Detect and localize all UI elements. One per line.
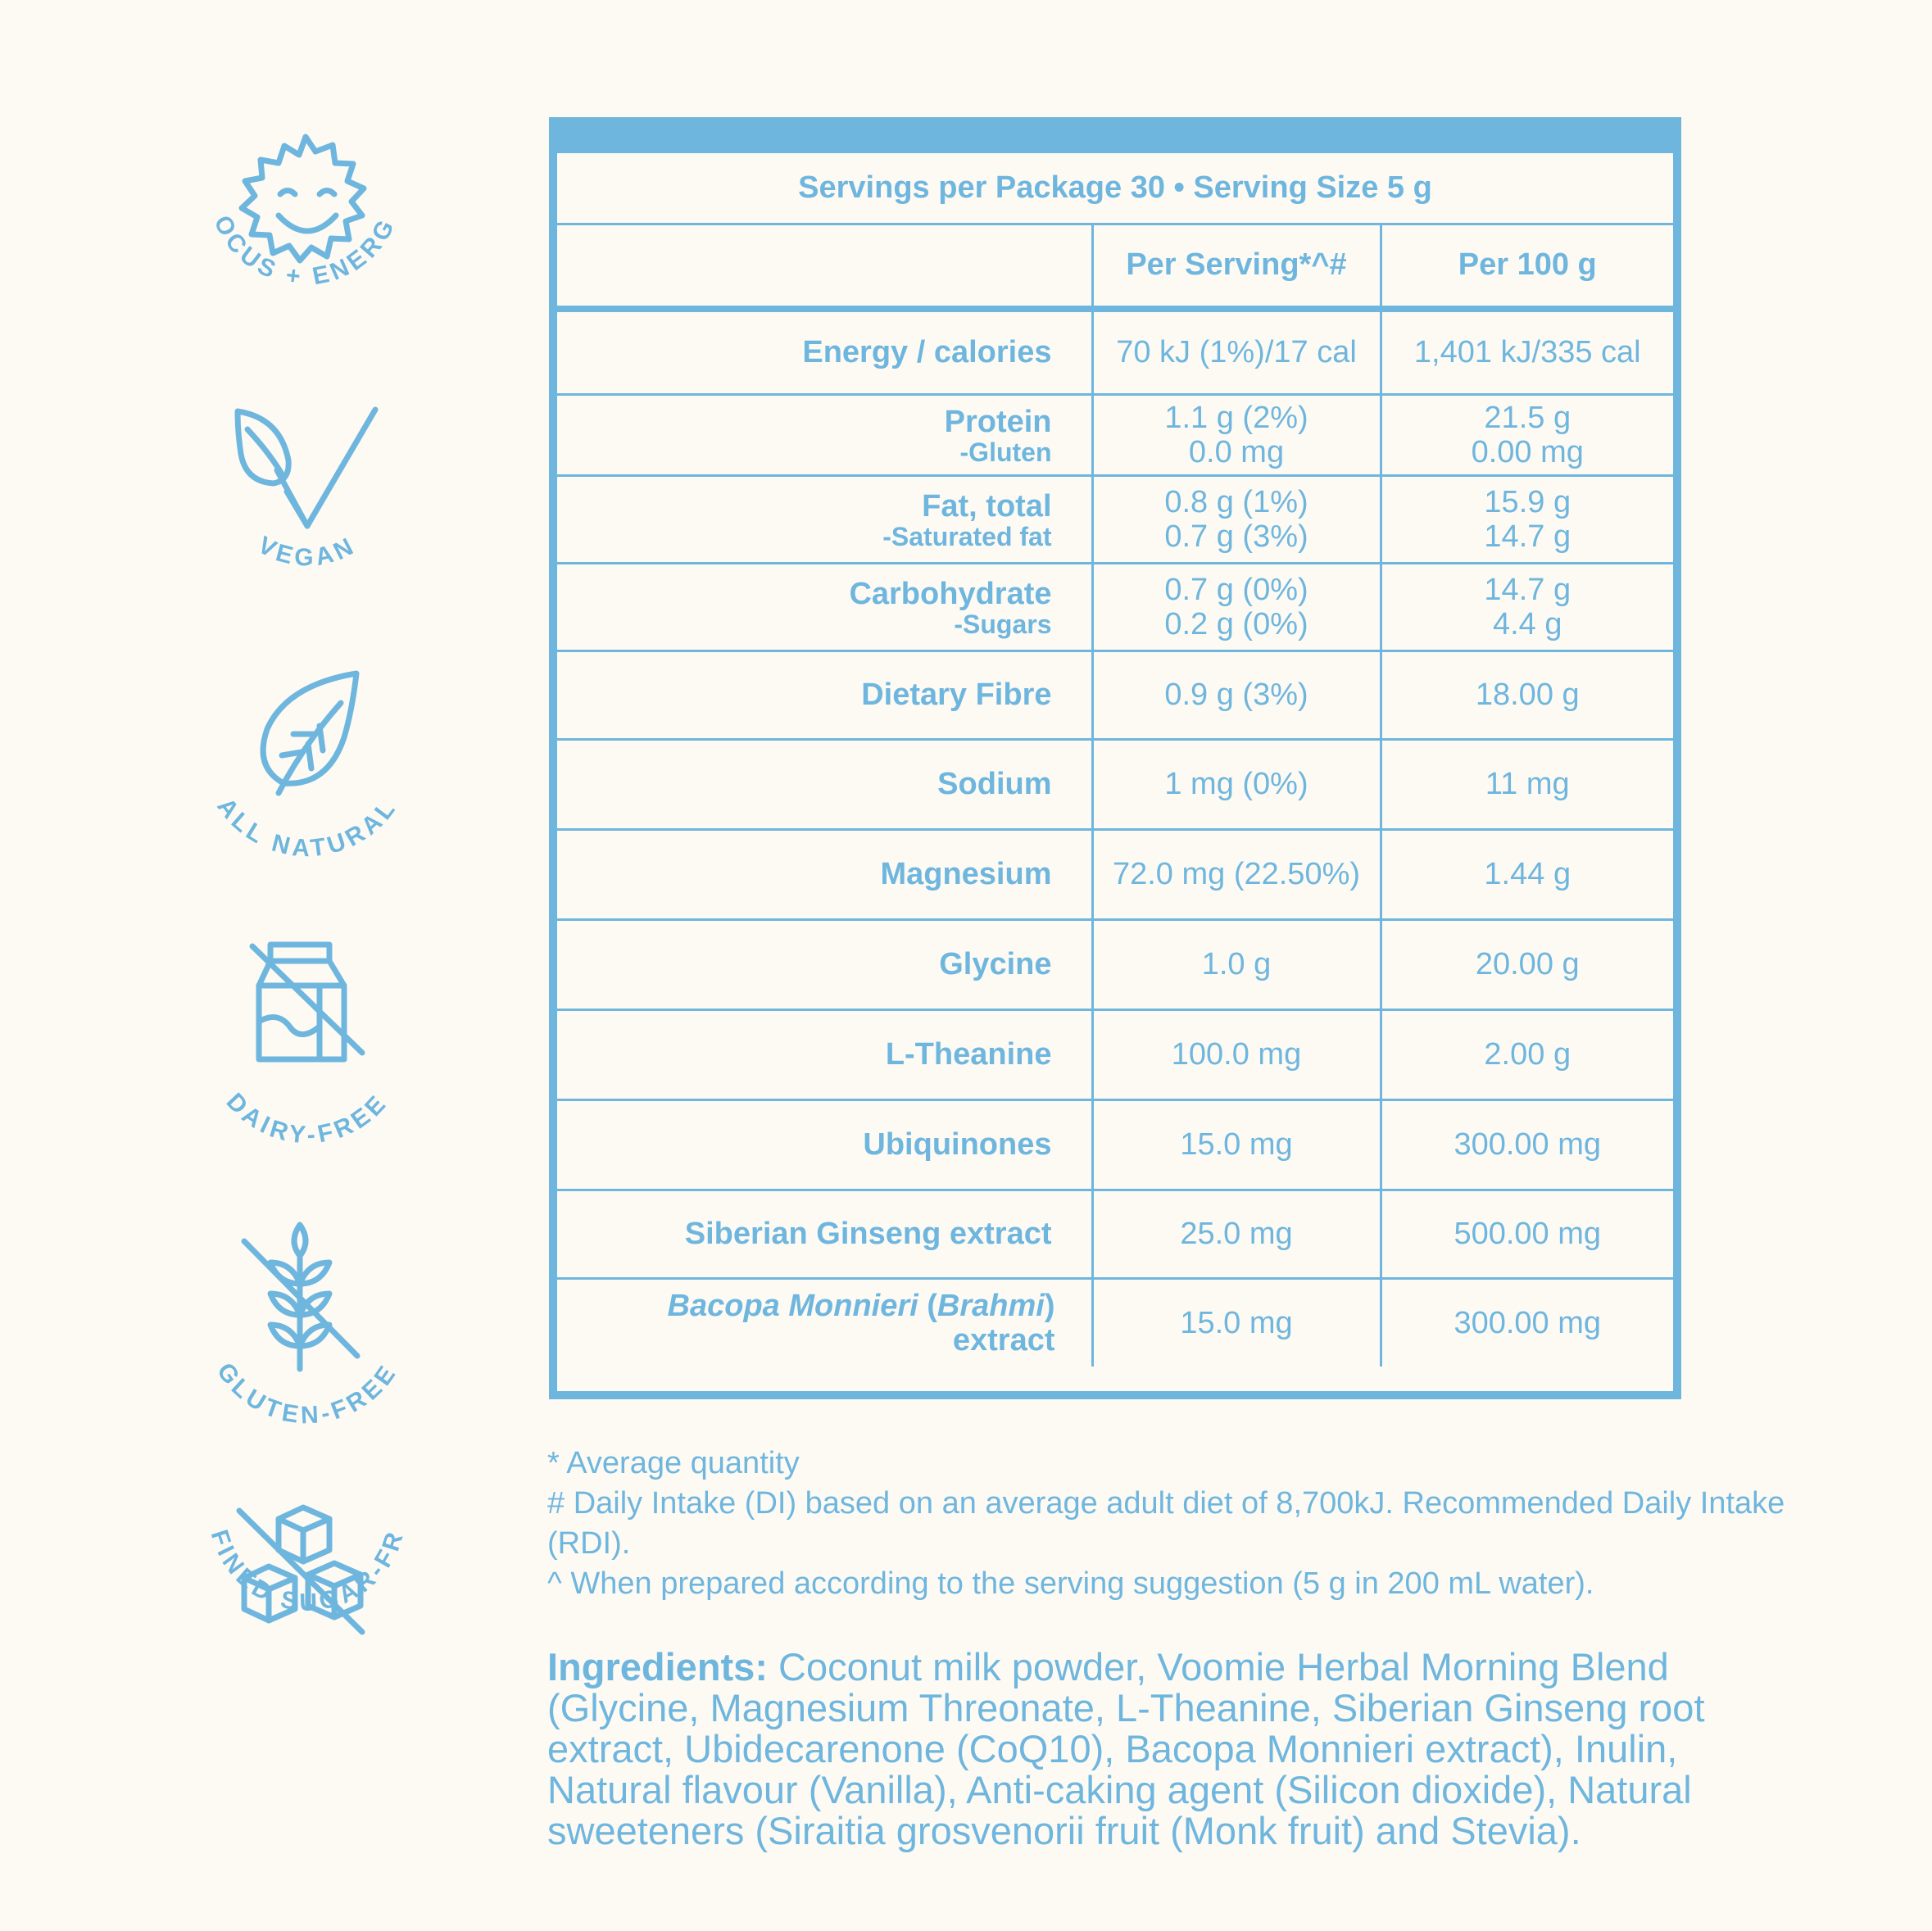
table-row [557,1099,1673,1190]
nutrient-main: Fat, total [922,488,1052,524]
ingredients-block [547,1647,1809,1852]
nutrient-label: Glycine [557,919,1092,1009]
badge-gluten-free [188,1208,426,1446]
per-100g-value: 20.00 g [1381,919,1673,1009]
value-sub: 4.4 g [1492,606,1562,641]
label-text-2: ( [918,1288,937,1323]
value-main: 0.7 g (0%) [1164,572,1308,607]
badge-refined-sugar-free [177,1478,426,1737]
column-header-row [557,224,1673,309]
badge-label: DAIRY-FREE [220,1088,394,1149]
smiling-sun-icon [242,137,364,261]
per-100g-value: 18.00 g [1381,650,1673,739]
value-sub: 0.7 g (3%) [1164,519,1308,554]
crossed-milk-carton-icon [252,945,362,1059]
nutrient-sub: -Gluten [959,437,1052,467]
footnote-preparation: ^ When prepared according to the serving suggestion (5 g in 200 mL water). [547,1566,1594,1601]
nutrient-label: Sodium [557,739,1092,829]
value-sub: 0.00 mg [1471,434,1584,469]
table-row [557,1190,1673,1278]
badge-label: GLUTEN-FREE [211,1358,403,1430]
label-italic-3: Brahmi [937,1288,1045,1323]
footnote-average: * Average quantity [547,1446,800,1480]
per-100g-value: 300.00 mg [1381,1278,1673,1367]
value-main: 21.5 g [1484,400,1571,435]
per-serving-value: 15.0 mg [1092,1099,1381,1190]
nutrient-label: Ubiquinones [557,1099,1092,1190]
per-100g-value [1381,394,1673,475]
table-row [557,1009,1673,1099]
per-serving-value [1092,475,1381,563]
badge-dairy-free [188,930,426,1167]
badge-all-natural [188,655,426,893]
ingredients-heading: Ingredients: [547,1645,768,1688]
per-serving-value: 1.0 g [1092,919,1381,1009]
value-sub: 14.7 g [1484,519,1571,554]
value-main: 14.7 g [1484,572,1571,607]
servings-info: Servings per Package 30 • Serving Size 5 g [557,153,1673,224]
header-per-100g: Per 100 g [1381,224,1673,309]
table-row [557,563,1673,650]
nutrient-label: Magnesium [557,829,1092,919]
nutrient-main: Protein [944,404,1052,439]
badge-label: FOCUS + ENERGY [178,106,402,291]
value-main: 0.8 g (1%) [1164,484,1308,519]
per-100g-value: 1.44 g [1381,829,1673,919]
nutrient-label: Siberian Ginseng extract [557,1190,1092,1278]
crossed-wheat-icon [244,1225,357,1369]
value-main: 15.9 g [1484,484,1571,519]
table-row [557,475,1673,563]
per-100g-value: 500.00 mg [1381,1190,1673,1278]
value-sub: 0.2 g (0%) [1164,606,1308,641]
badge-label: VEGAN [253,531,361,572]
table-row [557,1278,1673,1367]
per-serving-value: 0.9 g (3%) [1092,650,1381,739]
footnote-daily-intake: # Daily Intake (DI) based on an average adult diet of 8,700kJ. Recommended Daily Intake (RDI). [547,1486,1785,1561]
per-100g-value: 300.00 mg [1381,1099,1673,1190]
per-100g-value: 2.00 g [1381,1009,1673,1099]
value-main: 1.1 g (2%) [1164,400,1308,435]
table-row [557,919,1673,1009]
per-100g-value [1381,475,1673,563]
leaf-icon [263,673,356,793]
per-serving-value [1092,394,1381,475]
per-100g-value [1381,563,1673,650]
badge-focus-energy [178,106,426,365]
footnotes [547,1444,1809,1604]
value-sub: 0.0 mg [1188,434,1285,469]
servings-row [557,153,1673,224]
nutrient-main: Carbohydrate [849,576,1052,611]
nutrient-label: Dietary Fibre [557,650,1092,739]
per-serving-value: 1 mg (0%) [1092,739,1381,829]
per-100g-value: 11 mg [1381,739,1673,829]
table-row [557,394,1673,475]
table-row [557,739,1673,829]
header-blank [557,224,1092,309]
nutrient-label [557,563,1092,650]
nutrient-label: L-Theanine [557,1009,1092,1099]
header-per-serving: Per Serving*^# [1092,224,1381,309]
nutrient-sub: -Saturated fat [882,521,1052,551]
badge-label: REFINED SUGAR-FREE [177,1478,410,1617]
label-text-4: ) extract [952,1288,1055,1358]
badge-label: ALL NATURAL [211,793,403,863]
per-serving-value: 100.0 mg [1092,1009,1381,1099]
per-serving-value: 25.0 mg [1092,1190,1381,1278]
nutrition-panel [549,117,1681,1399]
nutrient-sub: -Sugars [954,609,1052,639]
nutrient-label: Energy / calories [557,309,1092,394]
per-serving-value: 72.0 mg (22.50%) [1092,829,1381,919]
badge-vegan [188,385,426,623]
nutrient-label [557,394,1092,475]
per-serving-value [1092,563,1381,650]
per-serving-value: 70 kJ (1%)/17 cal [1092,309,1381,394]
nutrient-label [557,475,1092,563]
leaf-check-icon [238,410,375,526]
per-100g-value: 1,401 kJ/335 cal [1381,309,1673,394]
table-row [557,650,1673,739]
nutrient-label [557,1278,1092,1367]
ingredients-text: Coconut milk powder, Voomie Herbal Morning Blend (Glycine, Magnesium Threonate, L-Theanine, Siberian Ginseng root extract, Ubidecarenone (CoQ10), Bacopa Monnieri extract), Inulin, Natural flavour (Vanilla), Anti-caking agent (Silicon dioxide), Natural sweeteners (Siraitia grosvenorii fruit (Monk fruit) and Stevia). [547,1645,1705,1852]
per-serving-value: 15.0 mg [1092,1278,1381,1367]
nutrition-table [557,153,1673,1367]
label-italic-1: Bacopa Monnieri [667,1288,918,1323]
table-row [557,309,1673,394]
table-row [557,829,1673,919]
